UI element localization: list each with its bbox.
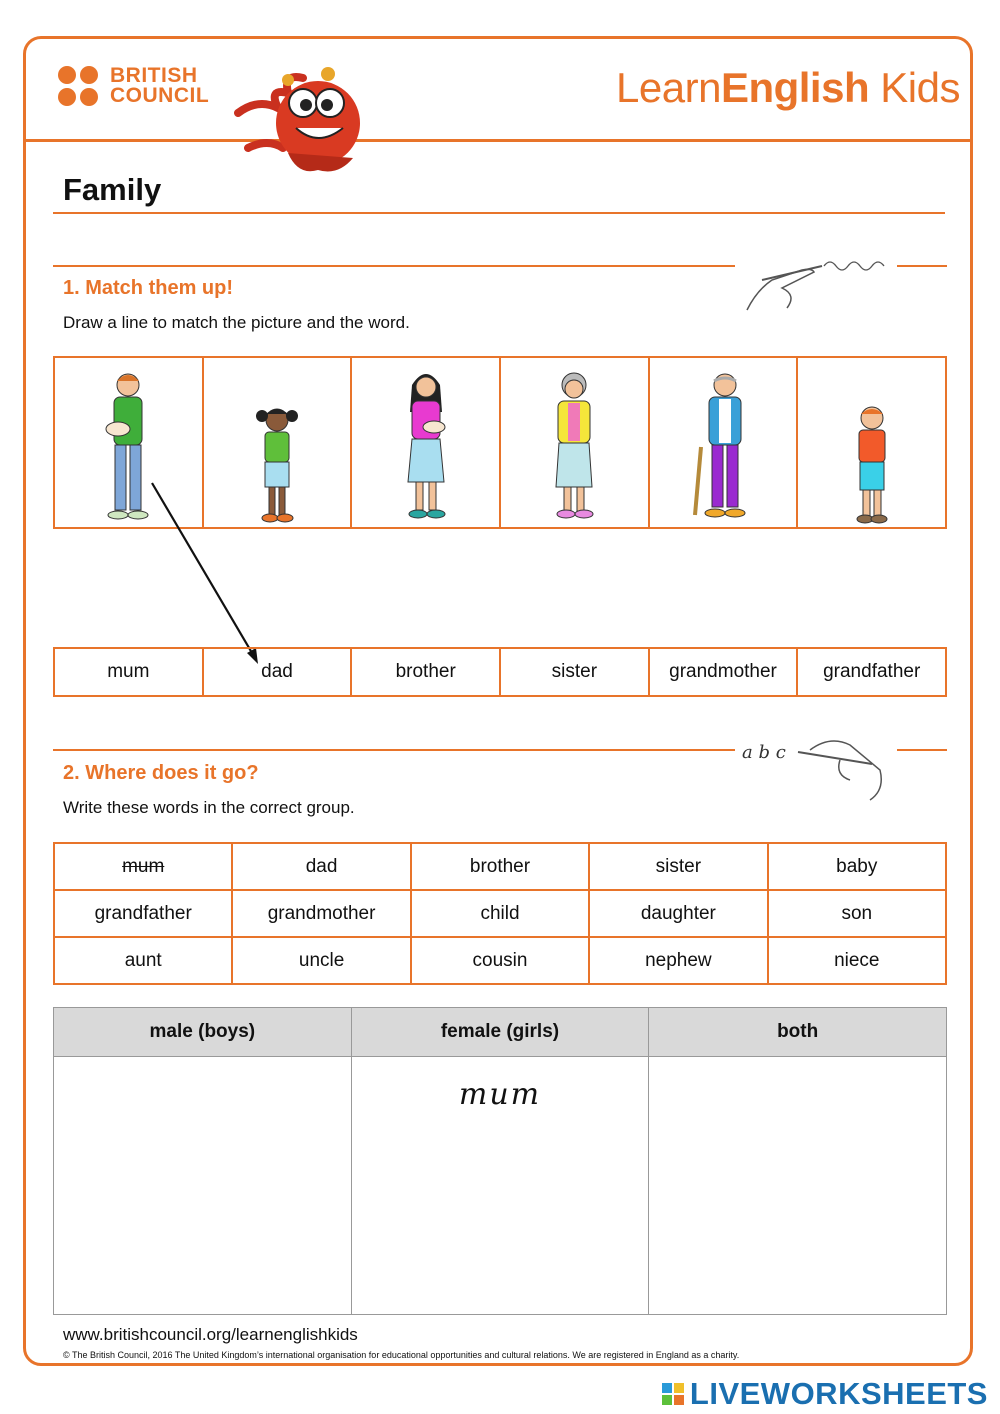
word-bank-cell: aunt xyxy=(54,937,232,984)
word-bank-cell: niece xyxy=(768,937,946,984)
girl-icon xyxy=(242,402,312,527)
group-header-male: male (boys) xyxy=(54,1008,352,1057)
word-cell[interactable]: grandmother xyxy=(650,649,799,695)
word-bank-cell: uncle xyxy=(232,937,410,984)
word-bank-cell: grandfather xyxy=(54,890,232,937)
section2-divider-end xyxy=(897,749,947,751)
picture-card-5[interactable] xyxy=(650,358,799,527)
table-row xyxy=(54,937,946,984)
picture-card-3[interactable] xyxy=(352,358,501,527)
boy-icon xyxy=(842,402,902,527)
liveworksheets-text: LIVEWORKSHEETS xyxy=(689,1376,988,1411)
lek-kids: Kids xyxy=(869,64,960,111)
word-bank-cell: sister xyxy=(589,843,767,890)
bc-logo-line2: COUNCIL xyxy=(110,84,210,107)
word-bank-table xyxy=(53,842,947,985)
word-bank-cell: daughter xyxy=(589,890,767,937)
lek-english: English xyxy=(720,64,870,111)
header-divider xyxy=(25,139,973,142)
picture-card-2[interactable] xyxy=(204,358,353,527)
footer-copyright: © The British Council, 2016 The United Kingdom’s international organisation for educational opportunities and cultural relations. We are registered in England as a charity. xyxy=(63,1350,740,1360)
liveworksheets-blocks-icon xyxy=(662,1383,684,1405)
hand-letters: a b c xyxy=(742,742,786,763)
lek-learn: Learn xyxy=(616,64,721,111)
footer-url: www.britishcouncil.org/learnenglishkids xyxy=(63,1325,358,1344)
word-bank-cell: dad xyxy=(232,843,410,890)
section1-title: 1. Match them up! xyxy=(63,277,234,299)
hand-drawing-line-icon xyxy=(742,250,892,315)
title-underline xyxy=(53,212,945,214)
word-bank-cell: child xyxy=(411,890,589,937)
section1-divider xyxy=(53,265,735,267)
word-bank-cell: cousin xyxy=(411,937,589,984)
word-cell[interactable]: dad xyxy=(204,649,353,695)
word-cell[interactable]: sister xyxy=(501,649,650,695)
group-header-row xyxy=(54,1008,947,1057)
section2-title: 2. Where does it go? xyxy=(63,762,259,784)
group-answer-row xyxy=(54,1057,947,1315)
picture-card-1[interactable] xyxy=(55,358,204,527)
british-council-dots-icon xyxy=(58,66,98,106)
word-bank-word-struck: mum xyxy=(122,855,165,877)
word-bank-cell: grandmother xyxy=(232,890,410,937)
word-cell[interactable]: brother xyxy=(352,649,501,695)
picture-card-6[interactable] xyxy=(798,358,945,527)
both-answer-area[interactable] xyxy=(649,1057,947,1315)
learnenglish-kids-logo xyxy=(616,64,960,112)
group-table xyxy=(53,1007,947,1315)
british-council-logo xyxy=(58,66,209,106)
picture-card-4[interactable] xyxy=(501,358,650,527)
word-bank-cell xyxy=(54,843,232,890)
section2-instruction: Write these words in the correct group. xyxy=(63,798,355,817)
group-header-female: female (girls) xyxy=(351,1008,649,1057)
section1-divider-end xyxy=(897,265,947,267)
woman-holding-baby-icon xyxy=(386,367,466,527)
grandmother-icon xyxy=(534,367,614,527)
table-row xyxy=(54,843,946,890)
liveworksheets-logo xyxy=(662,1376,988,1412)
word-bank-cell: nephew xyxy=(589,937,767,984)
word-cell[interactable]: grandfather xyxy=(823,661,921,682)
word-bank-cell: baby xyxy=(768,843,946,890)
word-row xyxy=(53,647,947,697)
monster-mascot-icon xyxy=(228,58,368,178)
bc-logo-line1: BRITISH xyxy=(110,64,198,87)
section1-instruction: Draw a line to match the picture and the word. xyxy=(63,313,410,332)
female-answer-area[interactable] xyxy=(351,1057,649,1315)
word-bank-cell: brother xyxy=(411,843,589,890)
section2-divider xyxy=(53,749,735,751)
table-row xyxy=(54,890,946,937)
grandfather-with-cane-icon xyxy=(683,367,763,527)
picture-row xyxy=(53,356,947,529)
male-answer-area[interactable] xyxy=(54,1057,352,1315)
hand-writing-abc-icon xyxy=(740,730,890,805)
word-bank-cell: son xyxy=(768,890,946,937)
man-holding-baby-icon xyxy=(88,367,168,527)
page-title: Family xyxy=(63,172,162,207)
word-cell[interactable]: mum xyxy=(55,649,204,695)
female-answer-example: mum xyxy=(458,1077,542,1112)
group-header-both: both xyxy=(649,1008,947,1057)
